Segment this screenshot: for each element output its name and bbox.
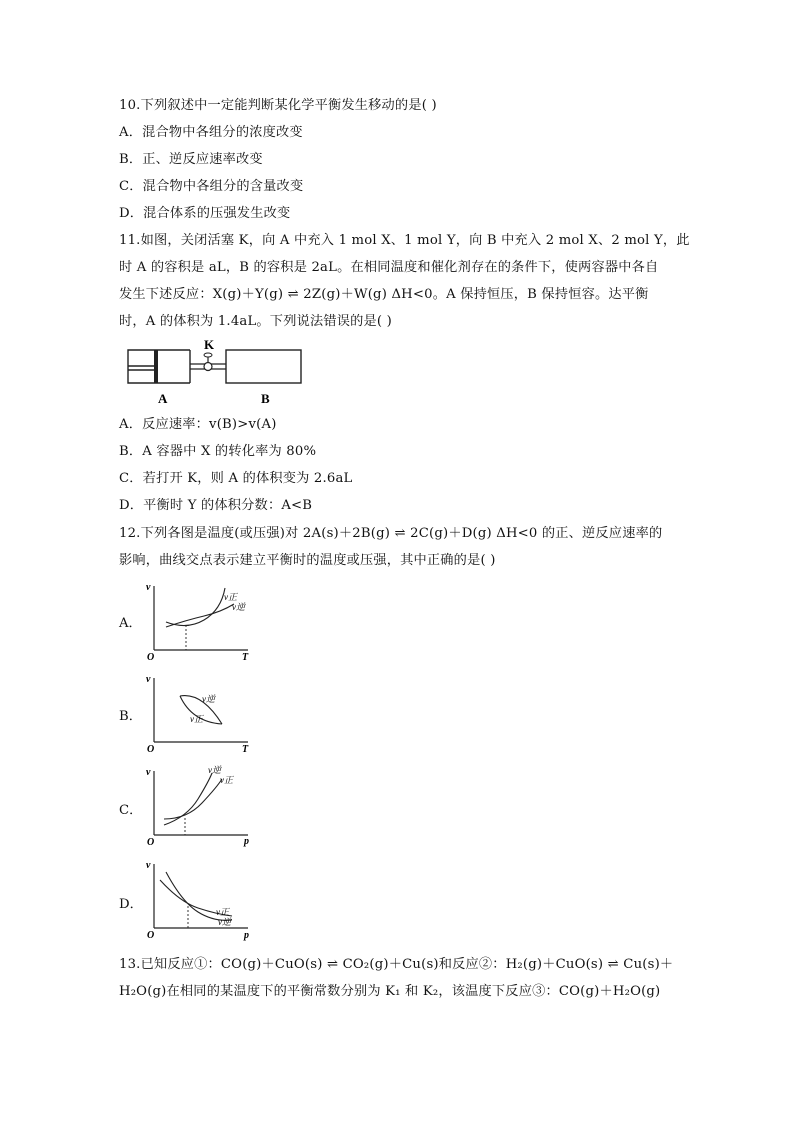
graph-c-curve2-label: v正 — [220, 775, 233, 785]
q13-line1: 13.已知反应①：CO(g)＋CuO(s) ⇌ CO₂(g)＋Cu(s)和反应②：H₂(g)＋CuO(s) ⇌ Cu(s)＋ — [119, 957, 674, 972]
graph-b-origin: O — [147, 744, 155, 755]
graph-c-y-axis: v — [146, 767, 151, 778]
q10-option-b: B．正、逆反应速率改变 — [119, 152, 263, 167]
q12-graph-d — [142, 858, 262, 943]
graph-d-origin: O — [147, 930, 155, 941]
q11-apparatus-figure — [120, 340, 310, 410]
q12-stem-line1: 12.下列各图是温度(或压强)对 2A(s)＋2B(g) ⇌ 2C(g)＋D(g) ΔH<0 的正、逆反应速率的 — [119, 526, 663, 541]
container-a-label: A — [158, 391, 168, 406]
graph-b-y-axis: v — [146, 674, 151, 685]
q11-stem-line1: 11.如图，关闭活塞 K，向 A 中充入 1 mol X、1 mol Y，向 B 中充入 2 mol X、2 mol Y，此 — [119, 233, 690, 248]
graph-b-x-axis: T — [242, 744, 249, 755]
q12-option-d-label: D． — [119, 897, 143, 912]
q10-option-a: A．混合物中各组分的浓度改变 — [119, 125, 303, 140]
q11-option-d: D．平衡时 Y 的体积分数：A<B — [119, 498, 313, 513]
graph-c-curve1-label: v逆 — [208, 765, 221, 775]
q11-option-a: A．反应速率：v(B)>v(A) — [119, 417, 277, 432]
graph-d-x-axis: p — [244, 930, 249, 941]
q12-option-a-label: A． — [119, 616, 142, 631]
graph-c-origin: O — [147, 837, 155, 848]
q12-graph-a — [142, 580, 262, 665]
graph-c-x-axis: p — [244, 836, 249, 847]
q11-option-b: B．A 容器中 X 的转化率为 80% — [119, 444, 317, 459]
graph-a-curve2-label: v逆 — [232, 602, 245, 612]
container-b-label: B — [261, 391, 270, 406]
graph-d-y-axis: v — [146, 860, 151, 871]
q11-stem-line3: 发生下述反应：X(g)＋Y(g) ⇌ 2Z(g)＋W(g) ΔH<0。A 保持恒压，B 保持恒容。达平衡 — [119, 287, 649, 302]
q11-stem-line2: 时 A 的容积是 aL，B 的容积是 2aL。在相同温度和催化剂存在的条件下，使两容器中各自 — [119, 260, 659, 275]
q10-option-c: C．混合物中各组分的含量改变 — [119, 179, 304, 194]
graph-a-origin: O — [147, 652, 155, 663]
graph-a-x-axis: T — [242, 652, 249, 663]
q10-option-d: D．混合体系的压强发生改变 — [119, 206, 291, 221]
q12-stem-line2: 影响，曲线交点表示建立平衡时的温度或压强，其中正确的是( ) — [119, 553, 496, 568]
q11-stem-line4: 时，A 的体积为 1.4aL。下列说法错误的是( ) — [119, 314, 392, 329]
graph-a-y-axis: v — [146, 582, 151, 593]
graph-d-curve1-label: v正 — [216, 907, 229, 917]
graph-d-curve2-label: v逆 — [218, 917, 231, 927]
q12-graph-b — [142, 672, 262, 757]
q10-stem: 10.下列叙述中一定能判断某化学平衡发生移动的是( ) — [119, 98, 437, 113]
graph-b-curve1-label: v逆 — [202, 694, 215, 704]
graph-a-curve1-label: v正 — [224, 592, 237, 602]
q12-graph-c — [142, 765, 262, 850]
q12-option-b-label: B． — [119, 709, 142, 724]
q12-option-c-label: C． — [119, 803, 143, 818]
valve-k-label: K — [204, 340, 215, 352]
q11-option-c: C．若打开 K，则 A 的体积变为 2.6aL — [119, 471, 353, 486]
q13-line2: H₂O(g)在相同的某温度下的平衡常数分别为 K₁ 和 K₂，该温度下反应③：CO(g)＋H₂O(g) — [119, 984, 661, 999]
graph-b-curve2-label: v正 — [190, 714, 203, 724]
